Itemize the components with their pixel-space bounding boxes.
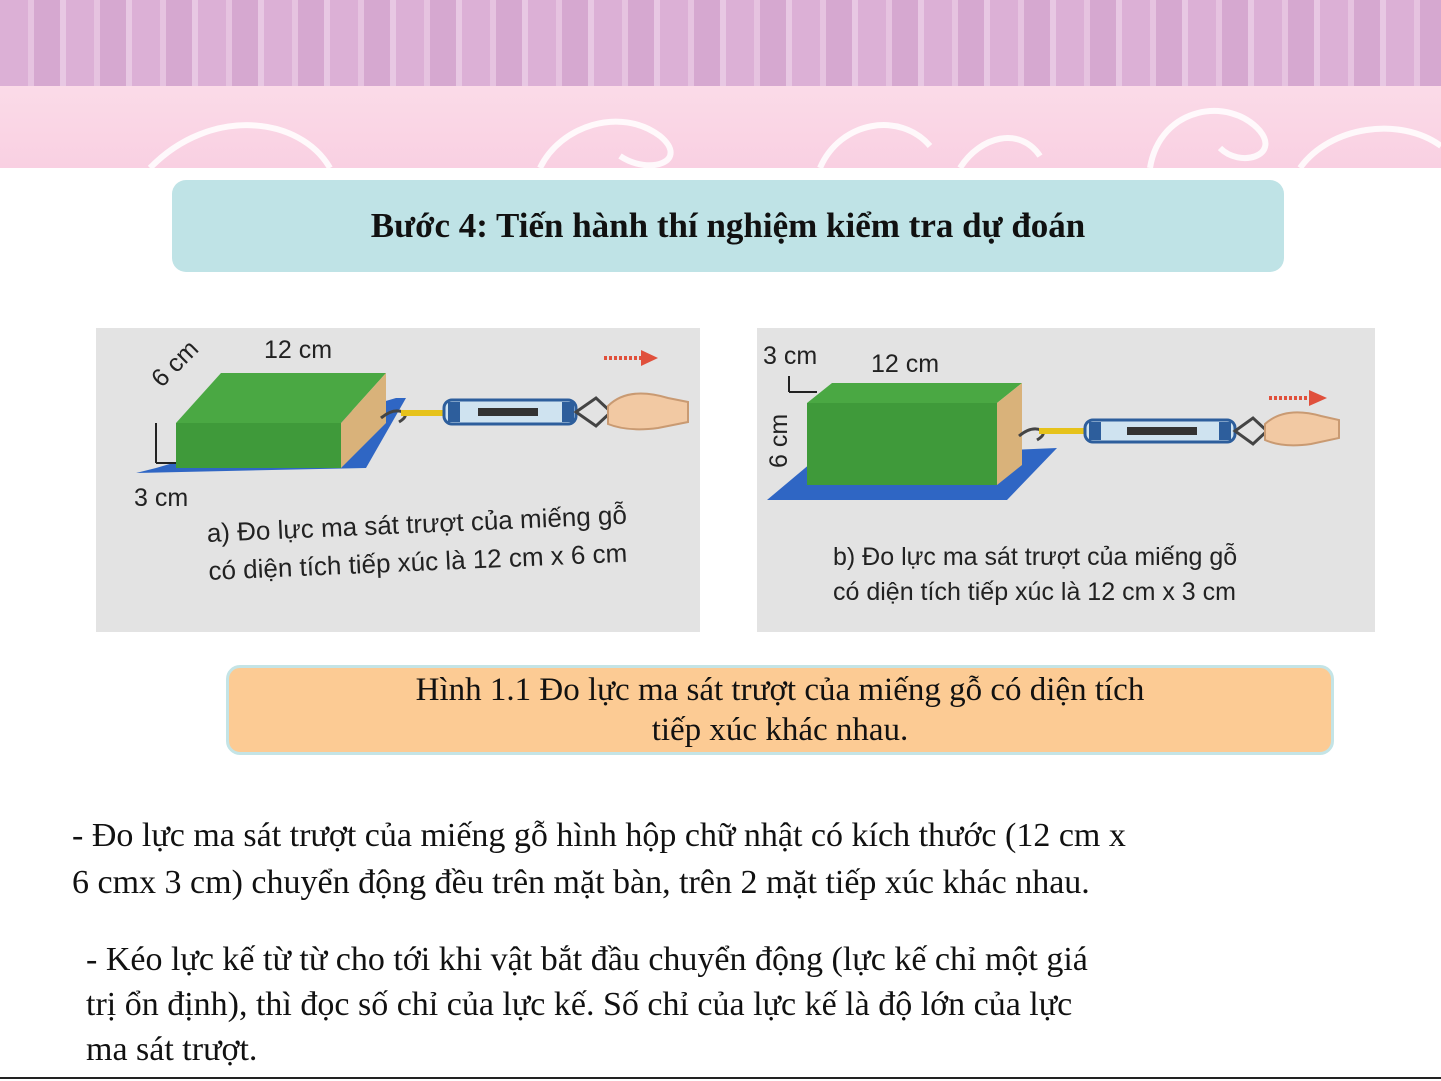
swirl-decoration — [0, 86, 1441, 168]
header-stripes — [0, 0, 1441, 86]
paragraph-procedure-line1: - Kéo lực kế từ từ cho tới khi vật bắt đầu chuyển động (lực kế chỉ một giá — [86, 941, 1088, 978]
header-swirl-band — [0, 86, 1441, 168]
figure-caption-line1: Hình 1.1 Đo lực ma sát trượt của miếng gỗ có diện tích — [415, 672, 1145, 708]
paragraph-procedure-line3: ma sát trượt. — [86, 1031, 258, 1068]
caption-a-line2: có diện tích tiếp xúc là 12 cm x 6 cm — [207, 537, 628, 586]
caption-b-line1: b) Đo lực ma sát trượt của miếng gỗ — [833, 543, 1238, 571]
caption-b-line2: có diện tích tiếp xúc là 12 cm x 3 cm — [833, 578, 1236, 606]
dim-height-b: 3 cm — [763, 342, 818, 370]
dim-length-b: 12 cm — [871, 350, 940, 378]
caption-b — [833, 540, 1237, 610]
paragraph-measure-line1: - Đo lực ma sát trượt của miếng gỗ hình hộp chữ nhật có kích thước (12 cm x — [72, 817, 1126, 854]
bottom-rule — [0, 1077, 1441, 1079]
paragraph-procedure-line2: trị ổn định), thì đọc số chỉ của lực kế. Số chỉ của lực kế là độ lớn của lực — [86, 986, 1073, 1023]
paragraph-measure-line2: 6 cmx 3 cm) chuyển động đều trên mặt bàn, trên 2 mặt tiếp xúc khác nhau. — [72, 864, 1090, 901]
figure-caption-box — [226, 665, 1334, 755]
dim-width-b: 6 cm — [765, 413, 793, 468]
dim-width-a: 6 cm — [146, 334, 205, 393]
experiment-photo-a — [96, 328, 700, 632]
caption-a-line1: a) Đo lực ma sát trượt của miếng gỗ — [206, 499, 628, 548]
paragraph-measure — [72, 812, 1126, 906]
experiment-a-illustration — [96, 328, 700, 632]
paragraph-procedure — [86, 937, 1088, 1072]
experiment-photo-b — [757, 328, 1375, 632]
dim-height-a: 3 cm — [134, 484, 189, 512]
figure-caption-line2: tiếp xúc khác nhau. — [651, 712, 909, 748]
step-title: Bước 4: Tiến hành thí nghiệm kiểm tra dự đoán — [370, 206, 1086, 245]
dim-length-a: 12 cm — [264, 336, 333, 364]
step-title-box — [172, 180, 1284, 272]
